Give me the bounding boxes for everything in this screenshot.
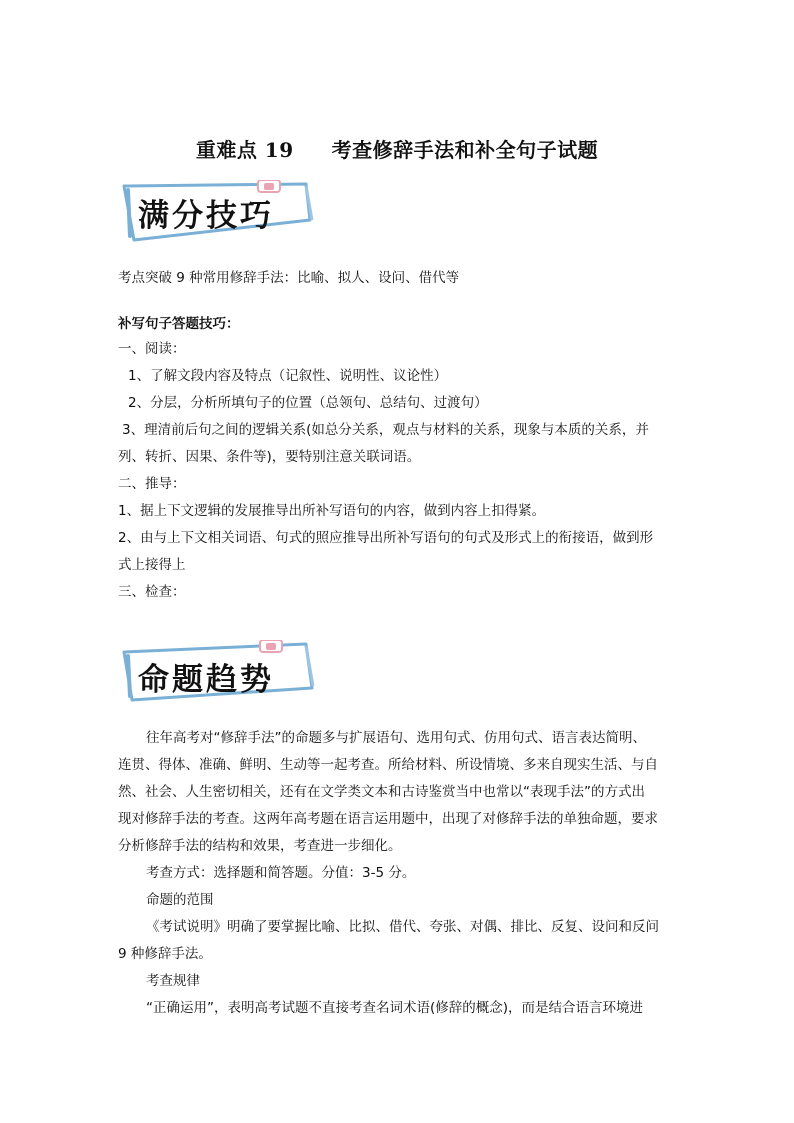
trend-p11: “正确运用”，表明高考试题不直接考查名词术语(修辞的概念)，而是结合语言环境进 — [146, 1000, 644, 1016]
title-main: 考查修辞手法和补全句子试题 — [331, 138, 599, 162]
trend-p9: 9 种修辞手法。 — [118, 946, 212, 962]
trend-p4: 现对修辞手法的考查。这两年高考题在语言运用题中，出现了对修辞手法的单独命题，要求 — [118, 811, 658, 827]
trend-p8: 《考试说明》明确了要掌握比喻、比拟、借代、夸张、对偶、排比、反复、设问和反问 — [146, 919, 659, 935]
title-prefix: 重难点 19 — [195, 138, 294, 162]
trend-p6: 考查方式：选择题和简答题。分值：3-5 分。 — [146, 865, 416, 881]
banner-skills — [120, 180, 320, 244]
skills-line-1: 一、阅读： — [118, 341, 186, 357]
trend-p7: 命题的范围 — [146, 892, 214, 908]
skills-line-4: 3、理清前后句之间的逻辑关系(如总分关系，观点与材料的关系，现象与本质的关系，并 — [122, 422, 649, 438]
banner-skills-label: 满分技巧 — [138, 198, 274, 234]
banner-trend — [120, 640, 320, 704]
trend-p3: 然、社会、人生密切相关，还有在文学类文本和古诗鉴赏当中也常以“表现手法”的方式出 — [118, 784, 645, 800]
skills-line-5: 列、转折、因果、条件等)，要特别注意关联词语。 — [118, 449, 421, 465]
skills-line-7: 1、据上下文逻辑的发展推导出所补写语句的内容，做到内容上扣得紧。 — [118, 503, 546, 519]
skills-line-8: 2、由与上下文相关词语、句式的照应推导出所补写语句的句式及形式上的衔接语，做到形 — [118, 530, 654, 546]
skills-line-9: 式上接得上 — [118, 557, 186, 573]
skills-line-2: 1、了解文段内容及特点（记叙性、说明性、议论性） — [128, 368, 448, 384]
skills-line-3: 2、分层，分析所填句子的位置（总领句、总结句、过渡句） — [128, 395, 488, 411]
skills-line-10: 三、检查： — [118, 584, 186, 600]
skills-heading: 补写句子答题技巧： — [118, 316, 240, 332]
trend-p10: 考查规律 — [146, 973, 200, 989]
trend-p2: 连贯、得体、准确、鲜明、生动等一起考查。所给材料、所设情境、多来自现实生活、与自 — [118, 757, 658, 773]
banner-trend-label: 命题趋势 — [138, 662, 274, 698]
trend-p5: 分析修辞手法的结构和效果，考查进一步细化。 — [118, 838, 402, 854]
trend-p1: 往年高考对“修辞手法”的命题多与扩展语句、选用句式、仿用句式、语言表达简明、 — [146, 730, 646, 746]
skills-intro: 考点突破 9 种常用修辞手法：比喻、拟人、设问、借代等 — [118, 270, 460, 286]
page-title — [0, 134, 794, 163]
skills-line-6: 二、推导： — [118, 476, 186, 492]
